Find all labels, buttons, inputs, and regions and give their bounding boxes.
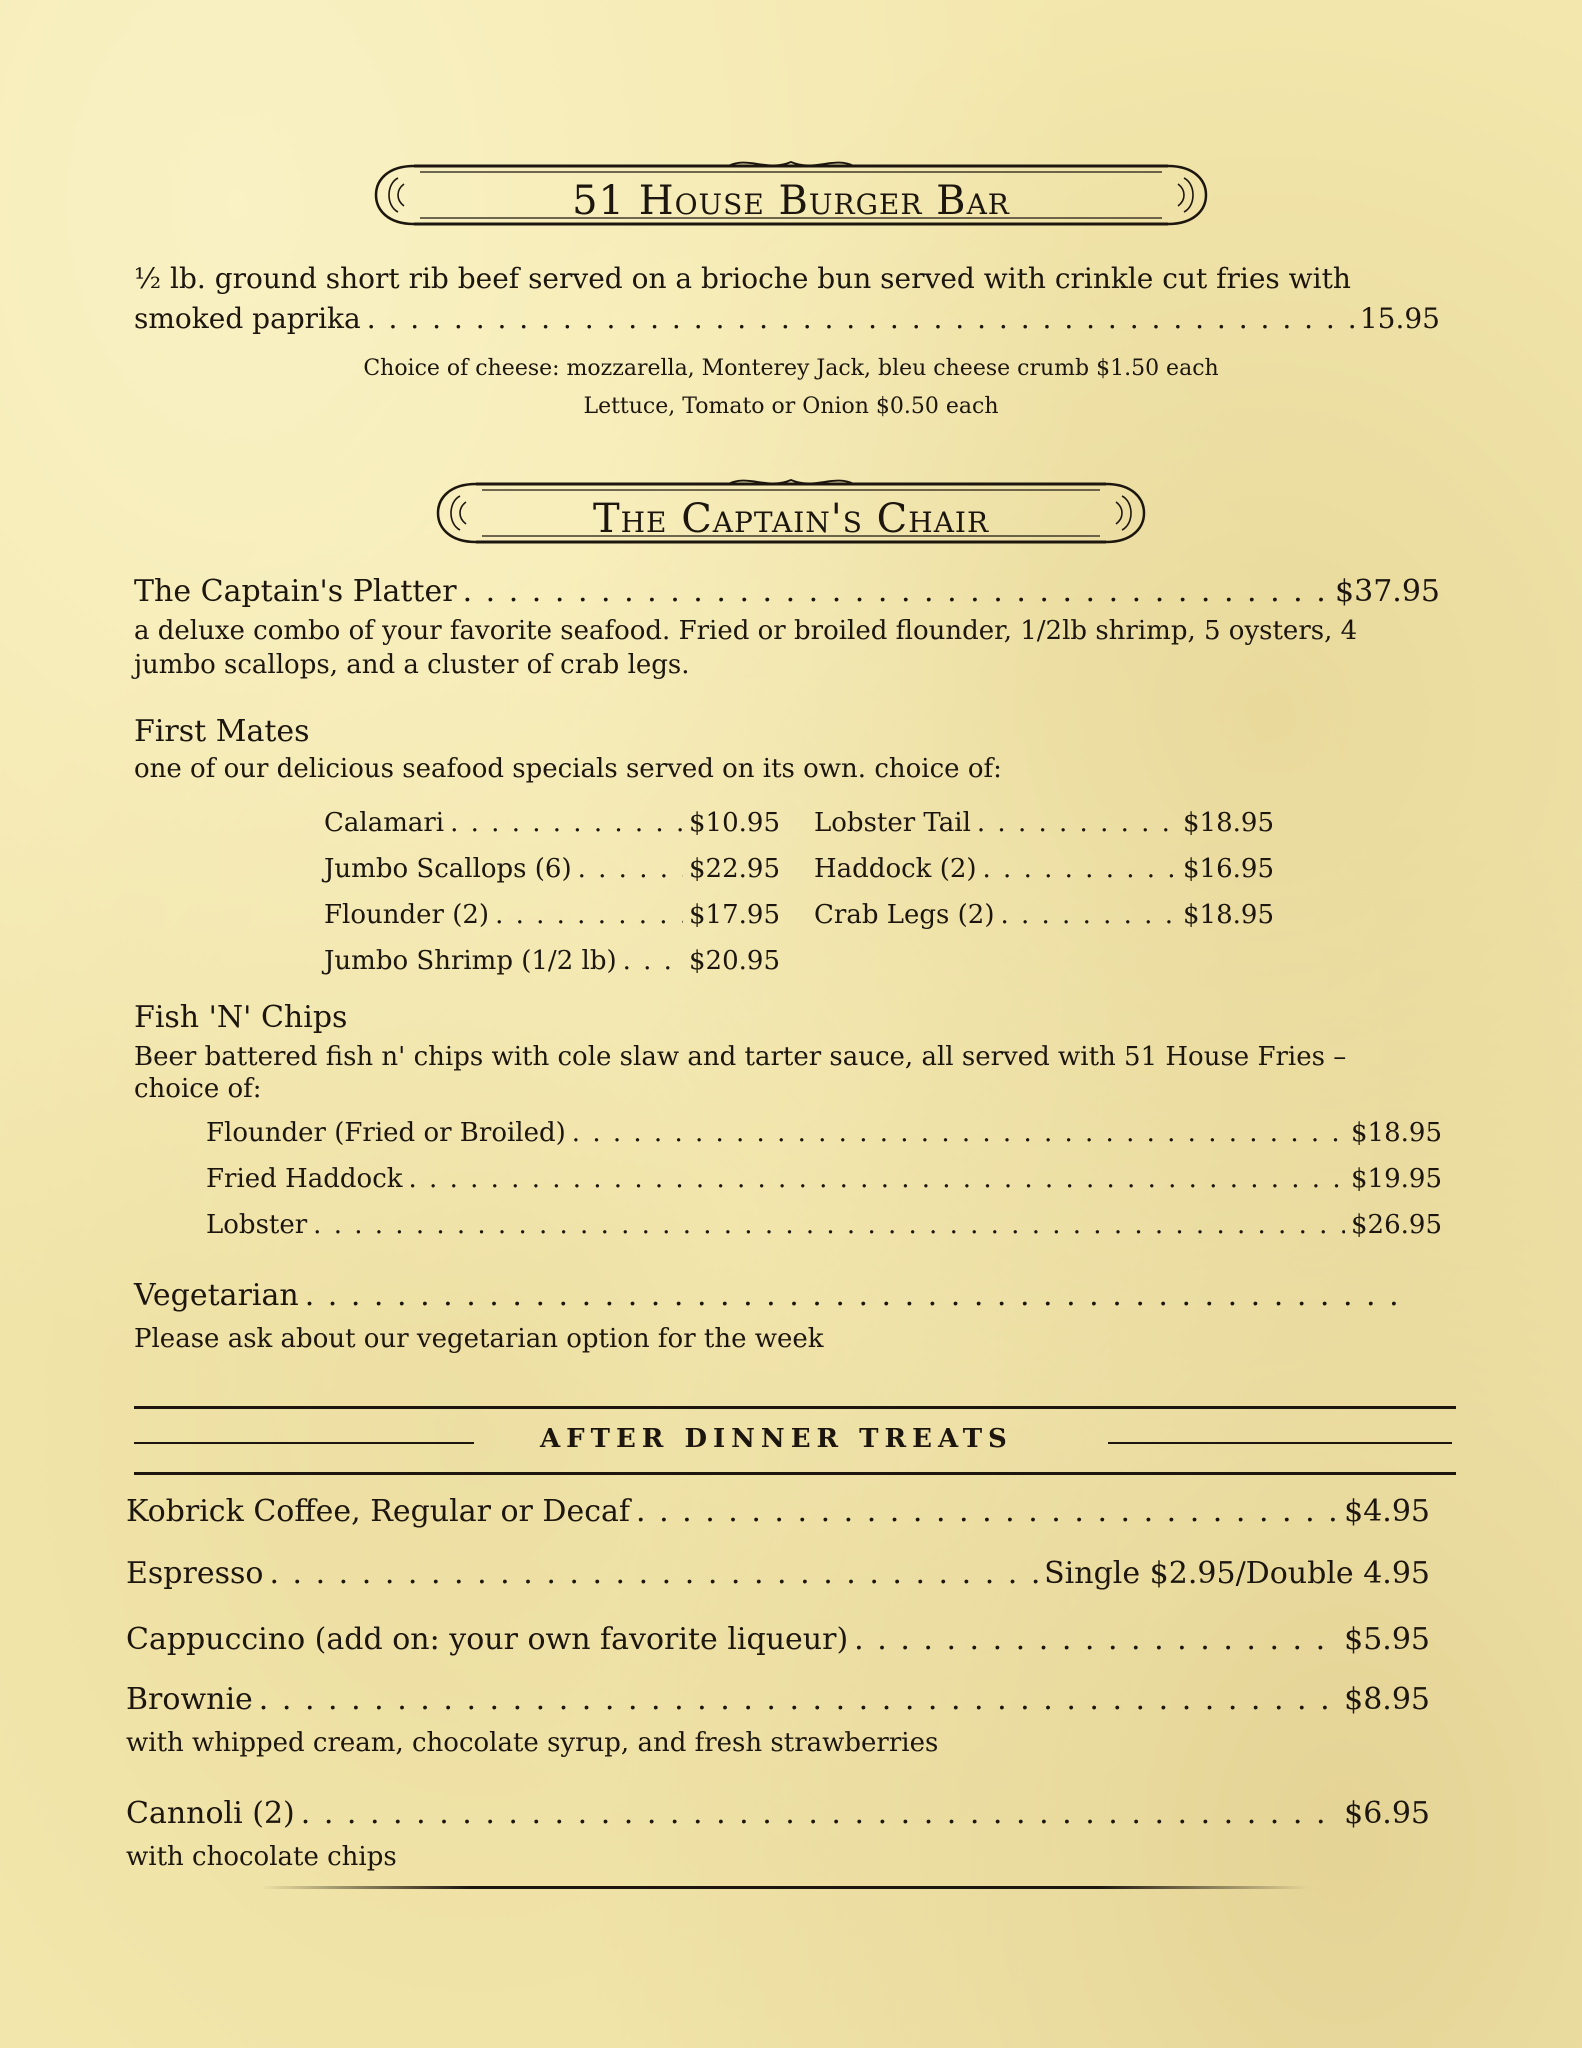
first-mates-item bbox=[324, 808, 780, 838]
leader-dots bbox=[977, 808, 1177, 838]
first-mates-heading: First Mates bbox=[134, 714, 310, 749]
item-price: $5.95 bbox=[1344, 1622, 1430, 1657]
divider-right bbox=[1108, 1442, 1452, 1444]
bottom-flourish-line bbox=[260, 1886, 1308, 1889]
item-price: $17.95 bbox=[689, 900, 780, 930]
item-price: Single $2.95/Double 4.95 bbox=[1044, 1556, 1430, 1591]
fish-chips-item bbox=[206, 1118, 1442, 1148]
item-price: $20.95 bbox=[689, 946, 780, 976]
leader-dots bbox=[269, 1556, 1038, 1591]
item-name: Kobrick Coffee, Regular or Decaf bbox=[126, 1494, 630, 1529]
item-name: Espresso bbox=[126, 1556, 264, 1591]
burger-price-row bbox=[134, 302, 1440, 335]
first-mates-item bbox=[814, 854, 1274, 884]
burger-price: 15.95 bbox=[1359, 302, 1440, 335]
item-name: Lobster Tail bbox=[814, 808, 971, 838]
fish-chips-desc-line1: Beer battered fish n' chips with cole slaw and tarter sauce, all served with 51 House Fries – bbox=[134, 1042, 1347, 1072]
leader-dots bbox=[578, 854, 683, 884]
leader-dots bbox=[313, 1210, 1345, 1240]
item-name: Jumbo Scallops (6) bbox=[324, 854, 572, 884]
item-price: $18.95 bbox=[1183, 808, 1274, 838]
leader-dots bbox=[301, 1796, 1338, 1831]
leader-dots bbox=[367, 302, 1354, 335]
item-price: $19.95 bbox=[1351, 1164, 1442, 1194]
item-name: Brownie bbox=[126, 1682, 253, 1717]
fish-chips-heading: Fish 'N' Chips bbox=[134, 1000, 348, 1035]
burger-desc-line2: smoked paprika bbox=[134, 302, 361, 335]
item-name: Crab Legs (2) bbox=[814, 900, 995, 930]
leader-dots bbox=[495, 900, 683, 930]
first-mates-item bbox=[814, 808, 1274, 838]
fish-chips-item bbox=[206, 1164, 1442, 1194]
brownie-desc: with whipped cream, chocolate syrup, and fresh strawberries bbox=[126, 1728, 939, 1758]
item-name: Cappuccino (add on: your own favorite liqueur) bbox=[126, 1622, 849, 1657]
captains-platter-price: $37.95 bbox=[1335, 574, 1440, 609]
item-price: $10.95 bbox=[689, 808, 780, 838]
captains-platter-desc-line1: a deluxe combo of your favorite seafood. Fried or broiled flounder, 1/2lb shrimp, 5 oysters, 4 bbox=[134, 616, 1358, 646]
item-name: Cannoli (2) bbox=[126, 1796, 295, 1831]
treat-item bbox=[126, 1556, 1430, 1591]
item-price: $18.95 bbox=[1351, 1118, 1442, 1148]
item-name: Flounder (2) bbox=[324, 900, 490, 930]
leader-dots bbox=[572, 1118, 1345, 1148]
leader-dots bbox=[636, 1494, 1338, 1529]
vegetarian-heading: Vegetarian bbox=[134, 1278, 299, 1313]
item-name: Jumbo Shrimp (1/2 lb) bbox=[324, 946, 617, 976]
leader-dots bbox=[854, 1622, 1338, 1657]
item-name: Calamari bbox=[324, 808, 445, 838]
item-price: $4.95 bbox=[1344, 1494, 1430, 1529]
burger-toppings-note: Lettuce, Tomato or Onion $0.50 each bbox=[583, 394, 999, 419]
leader-dots bbox=[463, 574, 1329, 609]
item-name: Flounder (Fried or Broiled) bbox=[206, 1118, 566, 1148]
fish-chips-desc-line2: choice of: bbox=[134, 1074, 262, 1104]
burger-bar-title: 51 House Burger Bar bbox=[572, 178, 1010, 224]
item-name: Fried Haddock bbox=[206, 1164, 403, 1194]
first-mates-item bbox=[324, 900, 780, 930]
vegetarian-desc: Please ask about our vegetarian option for the week bbox=[134, 1324, 824, 1354]
leader-dots bbox=[1000, 900, 1177, 930]
first-mates-item bbox=[324, 854, 780, 884]
item-price: $18.95 bbox=[1183, 900, 1274, 930]
item-price: $8.95 bbox=[1344, 1682, 1430, 1717]
first-mates-desc: one of our delicious seafood specials served on its own. choice of: bbox=[134, 754, 1002, 784]
first-mates-item bbox=[324, 946, 780, 976]
captains-platter-desc-line2: jumbo scallops, and a cluster of crab legs. bbox=[134, 650, 690, 680]
leader-dots bbox=[450, 808, 683, 838]
leader-dots bbox=[259, 1682, 1338, 1717]
vegetarian-row bbox=[134, 1278, 1418, 1313]
burger-cheese-note: Choice of cheese: mozzarella, Monterey Jack, bleu cheese crumb $1.50 each bbox=[363, 356, 1219, 381]
treat-item bbox=[126, 1622, 1430, 1657]
captains-chair-title: The Captain's Chair bbox=[592, 496, 990, 542]
captains-platter-name: The Captain's Platter bbox=[134, 574, 457, 609]
treat-item bbox=[126, 1796, 1430, 1831]
item-price: $26.95 bbox=[1351, 1210, 1442, 1240]
cannoli-desc: with chocolate chips bbox=[126, 1842, 397, 1872]
treat-item bbox=[126, 1494, 1430, 1529]
divider-top bbox=[134, 1406, 1456, 1409]
treat-item bbox=[126, 1682, 1430, 1717]
after-dinner-title: AFTER DINNER TREATS bbox=[540, 1424, 1013, 1454]
burger-bar-banner bbox=[368, 160, 1214, 230]
item-name: Haddock (2) bbox=[814, 854, 977, 884]
item-price: $16.95 bbox=[1183, 854, 1274, 884]
item-price: $6.95 bbox=[1344, 1796, 1430, 1831]
fish-chips-item bbox=[206, 1210, 1442, 1240]
leader-dots bbox=[409, 1164, 1346, 1194]
leader-dots bbox=[623, 946, 683, 976]
first-mates-item bbox=[814, 900, 1274, 930]
captains-platter-row bbox=[134, 574, 1440, 609]
divider-left bbox=[134, 1442, 474, 1444]
leader-dots bbox=[305, 1278, 1412, 1313]
captains-chair-banner bbox=[430, 478, 1152, 548]
item-name: Lobster bbox=[206, 1210, 308, 1240]
item-price: $22.95 bbox=[689, 854, 780, 884]
leader-dots bbox=[983, 854, 1177, 884]
burger-desc-line1: ½ lb. ground short rib beef served on a brioche bun served with crinkle cut fries with bbox=[134, 262, 1351, 295]
divider-bottom bbox=[134, 1472, 1456, 1475]
